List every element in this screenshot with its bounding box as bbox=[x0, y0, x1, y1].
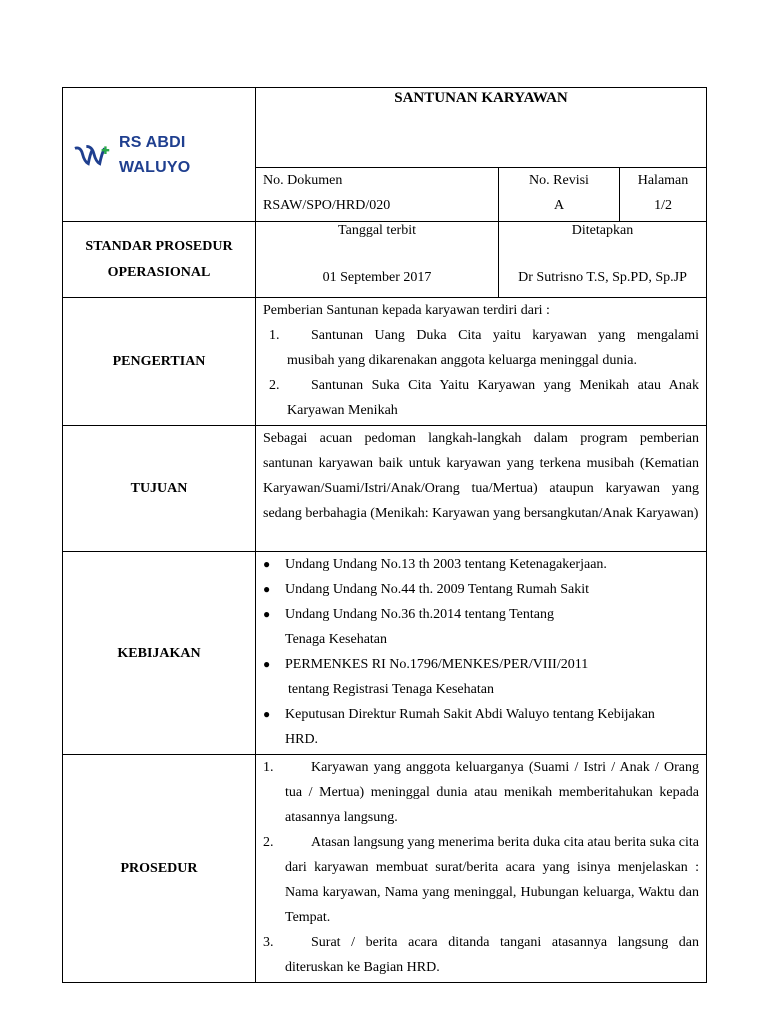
bullet-icon: ● bbox=[263, 657, 271, 671]
revision-value: A bbox=[553, 198, 565, 213]
sop-label-line2: OPERASIONAL bbox=[107, 264, 211, 280]
kebijakan-item-2-text: Undang Undang No.44 th. 2009 Tentang Rumah Sakit bbox=[285, 582, 590, 597]
kebijakan-item-5-line2: HRD. bbox=[285, 732, 319, 747]
tujuan-content bbox=[256, 426, 707, 552]
hospital-logo bbox=[63, 130, 255, 180]
pengertian-item-1-line2: musibah yang dikarenakan anggota keluarga meninggal dunia. bbox=[287, 353, 638, 368]
prosedur-label-cell bbox=[63, 755, 256, 983]
kebijakan-list bbox=[263, 552, 699, 752]
kebijakan-item-1 bbox=[263, 552, 699, 577]
page-cell bbox=[620, 168, 707, 222]
sop-document-table bbox=[62, 87, 707, 983]
revision-label: No. Revisi bbox=[529, 173, 589, 188]
kebijakan-item-5 bbox=[263, 702, 699, 727]
kebijakan-item-3 bbox=[263, 602, 699, 627]
pengertian-intro: Pemberian Santunan kepada karyawan terdiri dari : bbox=[263, 303, 550, 318]
prosedur-item-3 bbox=[263, 930, 699, 980]
kebijakan-item-4-cont bbox=[263, 677, 699, 702]
bullet-icon: ● bbox=[263, 607, 271, 621]
pengertian-item-2-line2: Karyawan Menikah bbox=[287, 403, 398, 418]
issue-date-label: Tanggal terbit bbox=[338, 223, 416, 238]
kebijakan-content bbox=[256, 552, 707, 755]
doc-number-value: RSAW/SPO/HRD/020 bbox=[263, 198, 391, 213]
sop-label-line1: STANDAR PROSEDUR bbox=[85, 238, 233, 254]
page-value: 1/2 bbox=[654, 198, 672, 213]
page-label: Halaman bbox=[637, 173, 689, 188]
tujuan-text: Sebagai acuan pedoman langkah-langkah dalam program pemberian santunan karyawan baik untuk karyawan yang terkena musibah (Kematian Karyawan/Suami/Istri/Anak/Orang tua/Mertua) ataupun karyawan yang sedang berbahagia (Menikah: Karyawan yang bersangkutan/Anak Karyawan) bbox=[263, 431, 700, 521]
bullet-icon: ● bbox=[263, 557, 271, 571]
pengertian-label-cell bbox=[63, 298, 256, 426]
kebijakan-item-3-cont bbox=[263, 627, 699, 652]
issue-date-value: 01 September 2017 bbox=[322, 270, 432, 285]
pengertian-item-2-num: 2. bbox=[269, 378, 280, 393]
kebijakan-label-cell bbox=[63, 552, 256, 755]
tujuan-label-cell bbox=[63, 426, 256, 552]
bullet-icon: ● bbox=[263, 582, 271, 596]
issue-date-cell bbox=[256, 222, 499, 298]
logo-cell bbox=[63, 88, 256, 222]
title-cell bbox=[256, 88, 707, 168]
prosedur-item-1-num: 1. bbox=[263, 760, 274, 775]
kebijakan-item-4-line2: tentang Registrasi Tenaga Kesehatan bbox=[288, 682, 494, 697]
kebijakan-item-4 bbox=[263, 652, 699, 677]
prosedur-content bbox=[256, 755, 707, 983]
prosedur-item-2-num: 2. bbox=[263, 835, 274, 850]
revision-cell bbox=[499, 168, 620, 222]
pengertian-item-2-line1: Santunan Suka Cita Yaitu Karyawan yang Menikah atau Anak bbox=[311, 378, 700, 393]
prosedur-item-2 bbox=[263, 830, 699, 930]
doc-number-cell bbox=[256, 168, 499, 222]
pengertian-item-1-line1: Santunan Uang Duka Cita yaitu karyawan yang mengalami bbox=[311, 328, 700, 343]
prosedur-item-3-num: 3. bbox=[263, 935, 274, 950]
kebijakan-item-5-text: Keputusan Direktur Rumah Sakit Abdi Waluyo tentang Kebijakan bbox=[285, 707, 655, 722]
prosedur-item-2-text: Atasan langsung yang menerima berita duka cita atau berita suka cita dari karyawan membuat surat/berita acara yang isinya menjelaskan : Nama karyawan, Nama yang meninggal, Hubungan keluarga, Waktu dan Tempat. bbox=[285, 835, 700, 925]
pengertian-item-1 bbox=[263, 323, 699, 373]
pengertian-label: PENGERTIAN bbox=[112, 354, 206, 369]
bullet-icon: ● bbox=[263, 707, 271, 721]
kebijakan-label: KEBIJAKAN bbox=[117, 645, 201, 661]
prosedur-label: PROSEDUR bbox=[120, 861, 198, 876]
kebijakan-item-3-text: Undang Undang No.36 th.2014 tentang Tentang bbox=[285, 607, 554, 622]
prosedur-item-3-text: Surat / berita acara ditanda tangani atasannya langsung dan diteruskan ke Bagian HRD. bbox=[285, 935, 700, 975]
kebijakan-item-3-line2: Tenaga Kesehatan bbox=[285, 632, 388, 647]
logo-text: RS ABDI WALUYO bbox=[118, 133, 191, 176]
kebijakan-item-5-cont bbox=[263, 727, 699, 752]
approved-value: Dr Sutrisno T.S, Sp.PD, Sp.JP bbox=[518, 270, 687, 285]
pengertian-item-2 bbox=[263, 373, 699, 423]
document-title: SANTUNAN KARYAWAN bbox=[394, 90, 568, 106]
kebijakan-item-1-text: Undang Undang No.13 th 2003 tentang Ketenagakerjaan. bbox=[285, 557, 607, 572]
sop-label-cell bbox=[63, 222, 256, 298]
kebijakan-item-2 bbox=[263, 577, 699, 602]
prosedur-item-1 bbox=[263, 755, 699, 830]
tujuan-label: TUJUAN bbox=[130, 481, 188, 496]
prosedur-item-1-text: Karyawan yang anggota keluarganya (Suami / Istri / Anak / Orang tua / Mertua) meninggal dunia atau menikah memberitahukan kepada atasannya langsung. bbox=[285, 760, 700, 825]
doc-number-label: No. Dokumen bbox=[263, 173, 343, 188]
pengertian-item-1-num: 1. bbox=[269, 328, 280, 343]
kebijakan-item-4-text: PERMENKES RI No.1796/MENKES/PER/VIII/2011 bbox=[285, 657, 589, 672]
hospital-logo-icon bbox=[73, 142, 115, 168]
approved-cell bbox=[499, 222, 707, 298]
pengertian-content bbox=[256, 298, 707, 426]
approved-label: Ditetapkan bbox=[571, 223, 634, 238]
